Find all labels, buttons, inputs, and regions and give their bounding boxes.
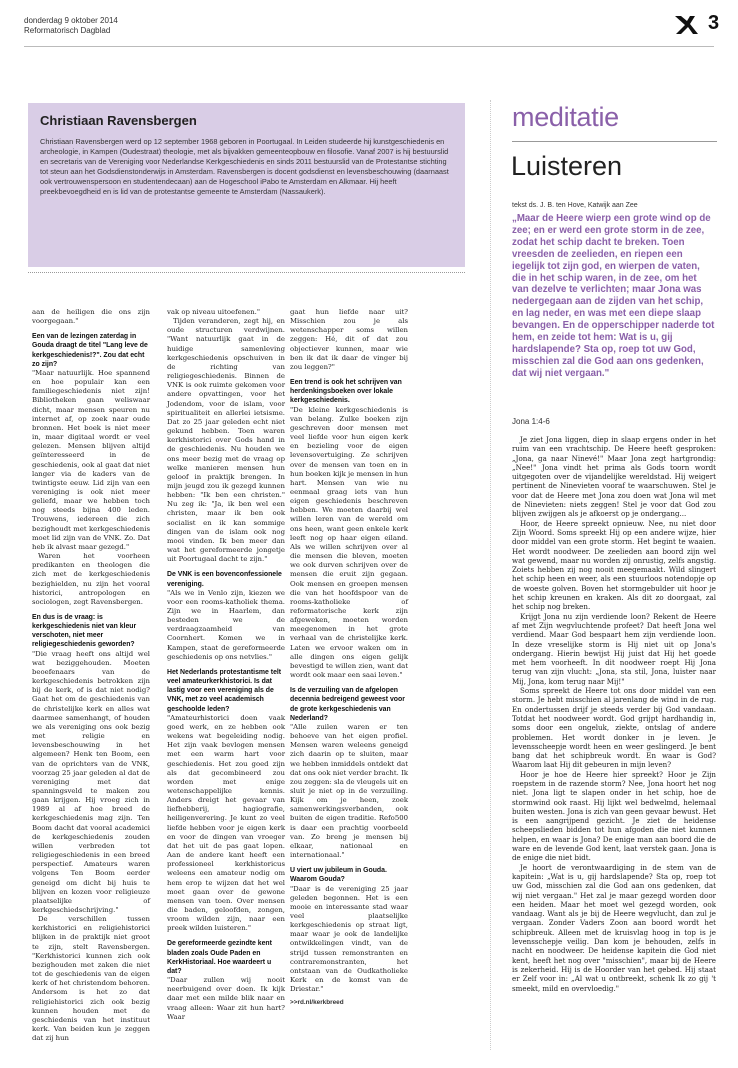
page-number: 3 [708, 12, 720, 34]
article-paragraph: vak op niveau uitoefenen." [167, 308, 261, 316]
section-label: meditatie [512, 102, 619, 132]
article-paragraph: "Maar natuurlijk. Hoe spannend en hoe populair kan een familiegeschiedenis niet zijn! Bibliotheken gaan weliswaar dicht, maar mensen speuren nu internet af, op zoek naar oude bronnen. Het boek is niet meer in, maar digitaal wordt er veel gelezen. Mensen blijven altijd geïnteresseerd in de geschiedenis, ook al gaat dat niet langer via de kaders van de twintigste eeuw. Lid zijn van een vereniging is ook niet meer geliefd, maar we hebben toch nog steeds bijna 400 leden. Trouwens, iedereen die zich bezighoudt met kerkgeschiedenis moet lid zijn van de VNK. Zo. Dat heb ik alvast maar gezegd." [32, 368, 150, 551]
article-link[interactable]: >>rd.nl/kerkbreed [290, 999, 344, 1007]
meditation-paragraph: Hoor je hoe de Heere hier spreekt? Hoor je Zijn roepstem in de razende storm? Nee, Jona hoort het nog niet. Jona ligt te slapen onder in het schip, hoe de stormwind ook raast. Hij lijkt wel bedwelmd, helemaal buiten westen. Jona is zich van geen gevaar bewust. Het is een aangrijpend gezicht. Je ziet de heidense scheepslieden bidden tot hun afgoden die niet kunnen helpen, en waar is Jona? De enige man aan boord die de ware en de levende God kent, laat verstek gaan. Jona is de enige die niet bidt. [512, 769, 716, 863]
article-paragraph: "Die vraag heeft ons altijd wel wat beziggehouden. Moeten beoefenaars van de kerkgeschiedenis betrokken zijn bij de kerk, of is dat niet nodig? Gaat het om de geschiedenis van de christelijke kerk en alles wat daarmee samenhangt, of houden we als vereniging ons ook bezig met religie en levensbeschouwing in het algemeen? Henk ten Boom, een van de oprichters van de VNK, voorzag 25 jaar geleden al dat de vereniging met dat spanningsveld te maken zou gaan krijgen. Hij vroeg zich in 1989 al af hoe breed de kerkgeschiedenis mag zijn. Ten Boom dacht dat vooral academici de kerkgeschiedenis zouden willen verbreden tot religiegeschiedenis in een breed perspectief. Amateurs waren volgens Ten Boom eerder geneigd om dicht bij huis te blijven en kozen voor religieuze plaatselijke of kerkgeschiedschrijving." [32, 649, 150, 914]
article-column-3 [290, 308, 408, 1008]
article-paragraph: aan de heiligen die ons zijn voorgegaan." [32, 308, 150, 326]
bio-title: Christiaan Ravensbergen [40, 113, 197, 128]
interview-question: Een van de lezingen zaterdag in Gouda draagt de titel "Lang leve de kerkgeschiedenis!?". Zou dat echt zo zijn? [32, 333, 148, 368]
bio-text: Christiaan Ravensbergen werd op 12 september 1968 geboren in Poortugaal. In Leiden studeerde hij kunstgeschiedenis en archeologie, in Kampen (Oudestraat) theologie, met als bijvakken gemeenteopbouw en filosofie. Vanaf 2007 is hij bestuurslid en secretaris van de Vereniging voor Nederlandse Kerkgeschiedenis en sinds 2011 bestuurslid van de Protestantse stichting tot steun aan het Godsdienstonderwijs in Amsterdam. Ravensbergen is docent godsdienst en levensbeschouwing (daarnaast ook vertrouwenspersoon en studentendecaan) aan de Hogeschool iPabo te Amsterdam en Alkmaar. Hij heeft preekbevoegdheid en is lid van de protestantse gemeente te Amsterdam (Nassaukerk). [40, 137, 449, 196]
meditation-body [512, 435, 716, 993]
article-column-1 [32, 308, 150, 1043]
interview-question: U viert uw jubileum in Gouda. Waarom Gouda? [290, 867, 387, 884]
meditation-paragraph: Je hoort de verontwaardiging in de stem van de kapitein: „Wat is u, gij hardslapende? Sta op, roep tot uw God, misschien zal die God aan ons gedenken, dat wij niet vergaan." Het zal je maar gezegd worden door een heiden. Maar het moet wel gezegd worden, ook vandaag. Want als je bij de Heere wegvlucht, dan zul je vergaan. Zonder Vaders Zoon aan boord wordt het schipbreuk. Alleen met de kruisvlag hoog in top is je levensschepje veilig. Dan kom je behouden, zelfs in nacht en noodweer. De heidense kapitein die God niet kent, heeft het nog over "misschien", maar bij de Heere is zekerheid. Hij is de Hoorder van het gebed. Hij staat er Zelf voor in: „Al wat u ontbreekt, schenk Ik zo gij 't smeekt, mild en overvloedig." [512, 862, 716, 993]
newspaper-logo-icon [673, 14, 699, 36]
interview-question: Is de verzuiling van de afgelopen decennia bedreigend geweest voor de grote kerkgeschiedenis van Nederland? [290, 687, 405, 722]
meditation-title: Luisteren [511, 151, 623, 181]
article-paragraph: "Alle zuilen waren er ten behoeve van het eigen profiel. Mensen waren weleens geneigd zich daarin op te sluiten, maar we hebben inmiddels ontdekt dat dat ons ook niet verder bracht. Ik zou zeggen: sla de vleugels uit en sluit je niet op in de verzuiling. Kijk om je heen, zoek samenwerkingsverbanden, ook buiten de eigen traditie. Refo500 is daar een prachtig voorbeeld van. Zo breng je mensen bij elkaar, nationaal en internationaal." [290, 722, 408, 860]
meditation-paragraph: Je ziet Jona liggen, diep in slaap ergens onder in het ruim van een vrachtschip. De Heere heeft gesproken: „Jona, ga naar Ninevé!" Maar Jona zegt hartgrondig: „Nee!" Jona vindt het prima als Gods toorn wordt uitgegoten over de vijandelijke wereldstad. Hij weigert pertinent de Ninevieten vooraf te waarschuwen. Stel je voor dat de Heere met Jona zou doen wat Jona wil met de Ninevieten: niets zeggen! Stel je voor dat God zou blijven zwijgen als je afkoerst op je ondergang... [512, 435, 716, 519]
newspaper-name: Reformatorisch Dagblad [24, 26, 111, 35]
meditation-paragraph: Krijgt Jona nu zijn verdiende loon? Rekent de Heere af met Zijn wegvluchtende profeet? Dat heeft Jona wel verdiend. Maar God bespaart hem zijn verdiende loon. In deze vreselijke storm is Hij niet uit op Jona's ondergang. Hierin bewijst Hij juist dat Hij het goede met hem voorheeft. In dit noodweer roept Hij Jona terug van zijn vlucht: „Jona, sta stil, Jona, luister naar Mij, Jona, kom terug naar Mij!" [512, 611, 716, 686]
interview-question: En dus is de vraag: is kerkgeschiedenis niet van kleur verschoten, niet meer religiegeschiedenis geworden? [32, 614, 137, 649]
interview-question: De gereformeerde gezindte kent bladen zoals Oude Paden en KerkHistoriaal. Hoe waardeert u dat? [167, 940, 272, 975]
interview-question: De VNK is een bovenconfessionele vereniging. [167, 571, 282, 588]
article-column-2 [167, 308, 285, 1022]
scripture-reference: Jona 1:4-6 [512, 417, 550, 426]
article-paragraph: "Daar zullen wij nooit neerbuigend over doen. Ik kijk daar met een milde blik naar en vraag alleen: Waar zit hun hart? Waar [167, 976, 285, 1021]
section-divider [512, 141, 717, 142]
article-paragraph: "Daar is de vereniging 25 jaar geleden begonnen. Het is een mooie en interessante stad waar veel plaatselijke kerkgeschiedenis op straat ligt, maar waar je ook de landelijke ontwikkelingen vindt, van de strijd tussen remonstranten en contraremonstranten, het ontstaan van de Oudkatholieke Kerk en de komst van de Driestar." [290, 884, 408, 994]
page-header-date-block [24, 16, 118, 36]
article-paragraph: "Amateurhistorici doen vaak goed werk, en ze hebben ook wekens wat begeleiding nodig. Het zijn vaak bevlogen mensen met een warm hart voor geschiedenis. Het zou goed zijn als dat gecombineerd zou worden met enige wetenschappelijke kennis. Anders dreigt het gevaar van liefhebberij, hagiografie, heiligenverering. Je kunt zo veel liefde hebben voor je eigen kerk en voor de dingen van vroeger dat het uit de pas gaat lopen. Aan de andere kant heeft een professioneel kerkhistoricus weleens een amateur nodig om hem erop te wijzen dat het wel moet gaan over de gewone mensen van toen. Over mensen die baden, geloofden, zongen, vroom wilden zijn, naar een preek wilden luisteren." [167, 713, 285, 933]
article-paragraph: Waren het voorheen predikanten en theologen die zich met de kerkgeschiedenis bezighielden, nu zijn het vooral historici, antropologen en sociologen, zegt Ravensbergen. [32, 552, 150, 606]
article-paragraph: "De kleine kerkgeschiedenis is van belang. Zulke boeken zijn geschreven door mensen met veel liefde voor hun eigen kerk en bezieling voor de eigen levensovertuiging. Ze schrijven over de mensen van toen en in hun boeken kijk je mensen in hun hart. Mensen van wie nu eenmaal graag iets van hun eigen geschiedenis beschreven hebben. We moeten daarbij wel willen leren van de wereld om ons heen, want geen enkele kerk leeft nog op haar eigen eiland. Als we willen schrijven over al die mensen die bleven, moeten we ook durven schrijven over de mensen die eruit zijn gegaan. Ook mensen en groepen mensen die van het hoofdspoor van de rooms-katholieke of reformatorische kerk zijn afgeweken, moeten worden meegenomen in het grote verhaal van de christelijke kerk. Laten we ervoor waken om in alle dingen ons eigen gelijk bevestigd te willen zien, want dat wordt ook maar een saai leven." [290, 405, 408, 680]
publication-date: donderdag 9 oktober 2014 [24, 16, 118, 25]
article-paragraph: Tijden veranderen, zegt hij, en oude structuren verdwijnen. "Want natuurlijk gaat in de huidige samenleving kerkgeschiedenis opschuiven in de richting van religiegeschiedenis. Binnen de VNK is ook ruimte gekomen voor andere opvattingen, voor het Jodendom, voor de islam, voor spiritualiteit en allerlei ietsisme. Dat zo 25 jaar geleden echt niet gekund hebben. Toen waren kerkhistorici over Gods hand in de geschiedenis. Nu houden we ons meer bezig met de vraag op welke manieren mensen hun geloof in praktijk brengen. In mijn jeugd zou ik gezegd kunnen hebben: "Ik ben een christen." Nu zeg ik: "Ja, ik ben wel een christen, maar ik ben ook socialist en ik kan sommige dingen van de islam ook nog mooi vinden. Ik ben meer dan wat het gereformeerde jongetje uit Poortugaal dacht te zijn." [167, 317, 285, 564]
scripture-quote: „Maar de Heere wierp een grote wind op de zee; en er werd een grote storm in de zee, zodat het schip dacht te breken. Toen vreesden de zeelieden, en riepen een iegelijk tot zijn god, en wierpen de vaten, die in het schip waren, in de zee, om het van dezelve te verlichten; maar Jona was nedergegaan aan de zijden van het schip, en lag neder, en was met een diepe slaap bevangen. En de opperschipper naderde tot hem, en zeide tot hem: Wat is u, gij hardslapende? Sta op, roep tot uw God, misschien zal die God aan ons gedenken, dat wij niet vergaan." [512, 213, 715, 379]
bio-divider [28, 272, 465, 273]
meditation-byline: tekst ds. J. B. ten Hove, Katwijk aan Zee [512, 202, 638, 209]
interview-question: Het Nederlands protestantisme telt veel amateurkerkhistorici. Is dat lastig voor een vereniging als de VNK, met zo veel academisch geschoolde leden? [167, 668, 282, 713]
interview-question: Een trend is ook het schrijven van herdenkingsboeken over lokale kerkgeschiedenis. [290, 379, 402, 405]
meditation-paragraph: Hoor, de Heere spreekt opnieuw. Nee, nu niet door Zijn Woord. Soms spreekt Hij op een andere wijze, hier door middel van een grote storm. Het begint te waaien. Het wordt noodweer. De zeelieden aan boord zijn wel wat gewend, maar nu worden zij onrustig, zelfs angstig. Zoiets hebben zij nog nooit meegemaakt. Wild slingert het schip heen en weer, als een stuurloos notendopje op de woeste golven. Boven het stormgebulder uit hoor je het schip kreunen en kraken. Als dit zo doorgaat, zal het schip nog breken. [512, 518, 716, 612]
meditation-paragraph: Soms spreekt de Heere tot ons door middel van een storm. Je hebt misschien al jarenlang de wind in de rug. En ondertussen drijf je steeds verder bij God vandaan. Totdat het noodweer wordt. God grijpt hardhandig in, soms door een ongeluk, ziekte, ontslag of andere problemen. Het wordt donker in je leven. Je levensscheepje wordt heen en weer geslingerd. Je bent bang dat het schipbreuk wordt. En waar is God? Waarom laat Hij dit gebeuren in mijn leven? [512, 686, 716, 770]
article-paragraph: De verschillen tussen kerkhistorici en religiehistorici blijken in de praktijk niet groot te zijn, stelt Ravensbergen. "Kerkhistorici kunnen zich ook bezighouden met zaken die niet tot de geschiedenis van de eigen kerk of het christendom behoren. Andersom is het zo dat religiehistorici zich ook bezig kunnen houden met de geschiedenis van het instituut kerk. Van beiden kun je zeggen dat zij hun [32, 915, 150, 1043]
article-paragraph: "Als we in Venlo zijn, kiezen we voor een rooms-katholiek thema. Zijn we in Haarlem, dan besteden we de verdraagzaamheid van Coornhert. Komen we in Kampen, staat de gereformeerde geschiedenis op ons netvlies." [167, 588, 285, 661]
article-paragraph: gaat hun liefde naar uit? Misschien zou je als wetenschapper soms willen zeggen: Hé, dit of dat zou objectiever kunnen, maar wie ben ik dat ik daar de vinger bij zou leggen?" [290, 308, 408, 371]
column-divider [490, 100, 491, 1050]
header-divider [24, 46, 714, 47]
bio-box [28, 103, 465, 267]
